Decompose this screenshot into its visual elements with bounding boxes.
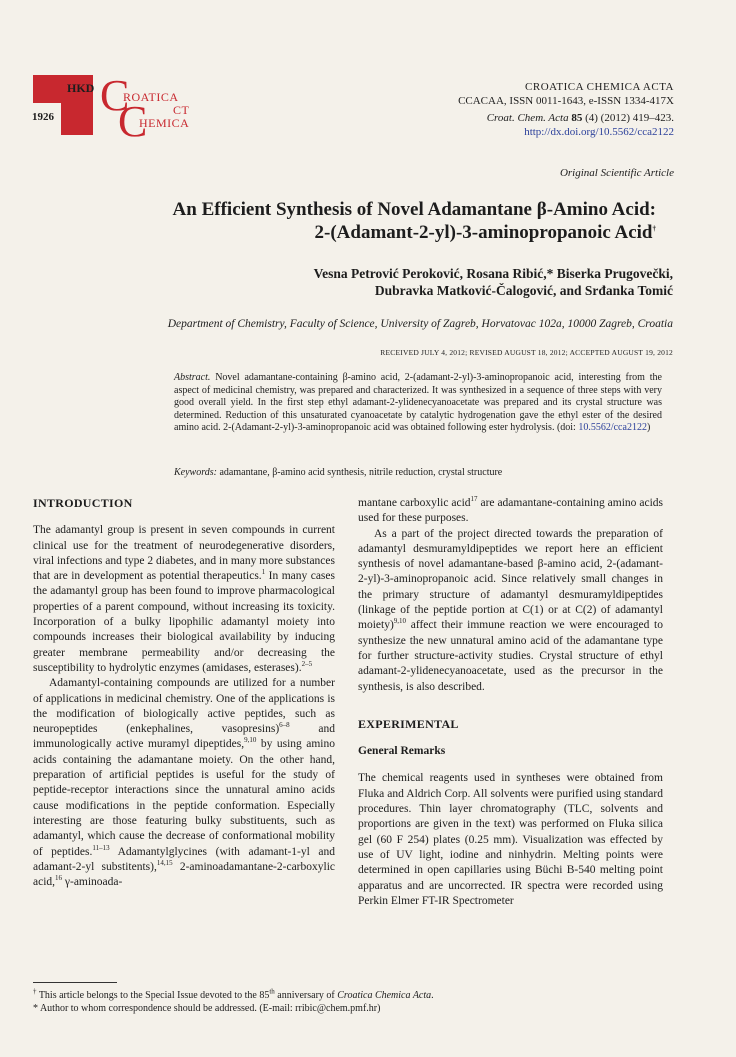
logo-c-top: C (100, 71, 130, 120)
right-column (358, 496, 663, 909)
paper-title (80, 198, 656, 244)
doi-link[interactable]: http://dx.doi.org/10.5562/cca2122 (524, 126, 674, 138)
left-column (33, 496, 335, 890)
logo-red-block-bottom (61, 103, 93, 135)
logo-hemica: HEMICA (139, 116, 190, 130)
abstract-label: Abstract. (174, 372, 211, 383)
authors (314, 265, 673, 299)
abstract-close: ) (646, 422, 651, 433)
keywords-text: adamantane, β-amino acid synthesis, nitrile reduction, crystal structure (216, 467, 503, 478)
title-line-2 (80, 221, 656, 244)
logo-ct: CT (173, 103, 190, 117)
authors-line-1: Vesna Petrović Peroković, Rosana Ribić,* Biserka Prugovečki, (313, 266, 673, 281)
logo-roatica: ROATICA (123, 90, 179, 104)
abstract-text: Novel adamantane-containing β-amino acid, 2-(adamant-2-yl)-3-aminopropanoic acid, interesting from the aspect of medicinal chemistry, was prepared and characterized. It was synthesized in a sequence of three steps with very good overall yield. In the first step ethyl adamant-2-ylidenecyanoacetate was prepared and its crystal structure was determined. Reduction of this unsaturated cyanoacetate by catalytic hydrogenation gave the ethyl ester of the desired amino acid. 2-(Adamant-2-yl)-3-aminopropanoic acid was obtained following ester hydrolysis. (doi: (174, 372, 662, 433)
introduction-heading: INTRODUCTION (33, 496, 133, 510)
right-paragraph-1: As a part of the project directed towards the preparation of adamantyl desmuramyldipeptides we report here an efficient synthesis of novel adamantane-based β-amino acid, 2-(adamant-2-yl)-3-aminopropanoic acid. Since relatively small changes in the primary structure of adamantyl desmuramyldipeptides (linkage of the peptide portion at C(1) or at C(2) of adamantyl moiety)$^{9,10}$ affect their immune reaction we were encouraged to synthesize the new unnatural amino acid of the adamantane type for further structure-activity studies. Crystal structure of ethyl adamant-2-ylidenecyanoacetate, used as the precursor in the synthesis, is also described. (358, 527, 663, 693)
logo-year: 1926 (32, 111, 54, 123)
authors-line-2: Dubravka Matković-Čalogović, and Srđanka Tomić (374, 283, 673, 298)
title-line-2-text: 2-(Adamant-2-yl)-3-aminopropanoic Acid (314, 222, 653, 243)
received-dates: RECEIVED JULY 4, 2012; REVISED AUGUST 18, 2012; ACCEPTED AUGUST 19, 2012 (380, 348, 673, 357)
issn: CCACAA, ISSN 0011-1643, e-ISSN 1334-417X (458, 95, 674, 107)
abstract-doi[interactable]: 10.5562/cca2122 (578, 422, 647, 433)
general-remarks-heading: General Remarks (358, 745, 446, 758)
journal-title: CROATICA CHEMICA ACTA (525, 81, 674, 93)
affiliation: Department of Chemistry, Faculty of Science, University of Zagreb, Horvatovac 102a, 10000 Zagreb, Croatia (167, 318, 673, 330)
intro-paragraph-2: Adamantyl-containing compounds are utilized for a number of applications in medicinal chemistry. One of the applications is the modification of biologically active peptides, such as neuropeptides (enkephalines, vasopresins)$^{6-8}$ and immunologically active muramyl dipeptides,$^{9,10}$ by using amino acids containing the adamantane moiety. On the other hand, preparation of artificial peptides is useful for the study of peptide-receptor interactions since the unnatural amino acids cause modifications in the peptide conformation. Especially interesting are those featuring bulky substituents, such as adamantyl, which cause the decrease of conformational mobility of peptides.$^{11-13}$ Adamantylglycines (with adamant-1-yl and adamant-2-yl substitents),$^{14,15}$ 2-aminoadamantane-2-carboxylic acid,$^{16}$ γ-aminoada- (33, 677, 336, 889)
footnote-rule (33, 982, 117, 983)
title-dagger: † (652, 224, 656, 233)
footnote-dagger: † This article belongs to the Special Issue devoted to the 85th anniversary of Croatica Chemica Acta. (33, 987, 434, 1001)
experimental-heading: EXPERIMENTAL (358, 716, 459, 731)
general-remarks-paragraph: The chemical reagents used in syntheses were obtained from Fluka and Aldrich Corp. All solvents were purified using standard procedures. Thin layer chromatography (TLC, solvents and proportions are given in the text) was performed on Fluka silica gel (60 F 254) plates (0.25 mm). Visualization was effected by use of UV light, iodine and ninhydrin. Melting points were determined in open capillaries using Büchi B-540 melting point apparatus and are uncorrected. IR spectra were recorded using Perkin Elmer FT-IR Spectrometer (358, 772, 663, 907)
citation-volume: 85 (571, 112, 583, 124)
journal-logo (33, 75, 93, 135)
citation-journal: Croat. Chem. Acta (486, 112, 572, 124)
right-paragraph-0: mantane carboxylic acid$^{17}$ are adamantane-containing amino acids used for these purposes. (358, 495, 663, 525)
title-line-1: An Efficient Synthesis of Novel Adamantane β-Amino Acid: (172, 199, 656, 220)
keywords-label: Keywords: (174, 467, 217, 478)
citation (487, 111, 674, 125)
logo-c-bottom: C (118, 97, 148, 146)
article-type: Original Scientific Article (559, 167, 674, 179)
intro-paragraph-1: The adamantyl group is present in seven compounds in current clinical use for the treatment of neurodegenerative disorders, viral infections and type 2 diabetes, and in many more substances that are in development as potential therapeutics.$^1$ In many cases the adamantyl group has been found to improve pharmacological properties of a parent compound, without increasing its toxicity. Incorporation of a bulky lipophilic adamantyl moiety into compounds increases their biological availability by inducing greater membrane permeability and/or decreasing the susceptibility to hydrolytic enzymes (amidases, esterases).$^{2-5}$ (33, 524, 335, 674)
abstract (174, 372, 662, 435)
footnote-corresponding: * Author to whom correspondence should be addressed. (E-mail: rribic@chem.pmf.hr) (33, 1003, 381, 1014)
keywords (174, 467, 662, 478)
citation-rest: (4) (2012) 419–423. (582, 112, 674, 124)
logo-hkd: HKD (67, 81, 95, 95)
